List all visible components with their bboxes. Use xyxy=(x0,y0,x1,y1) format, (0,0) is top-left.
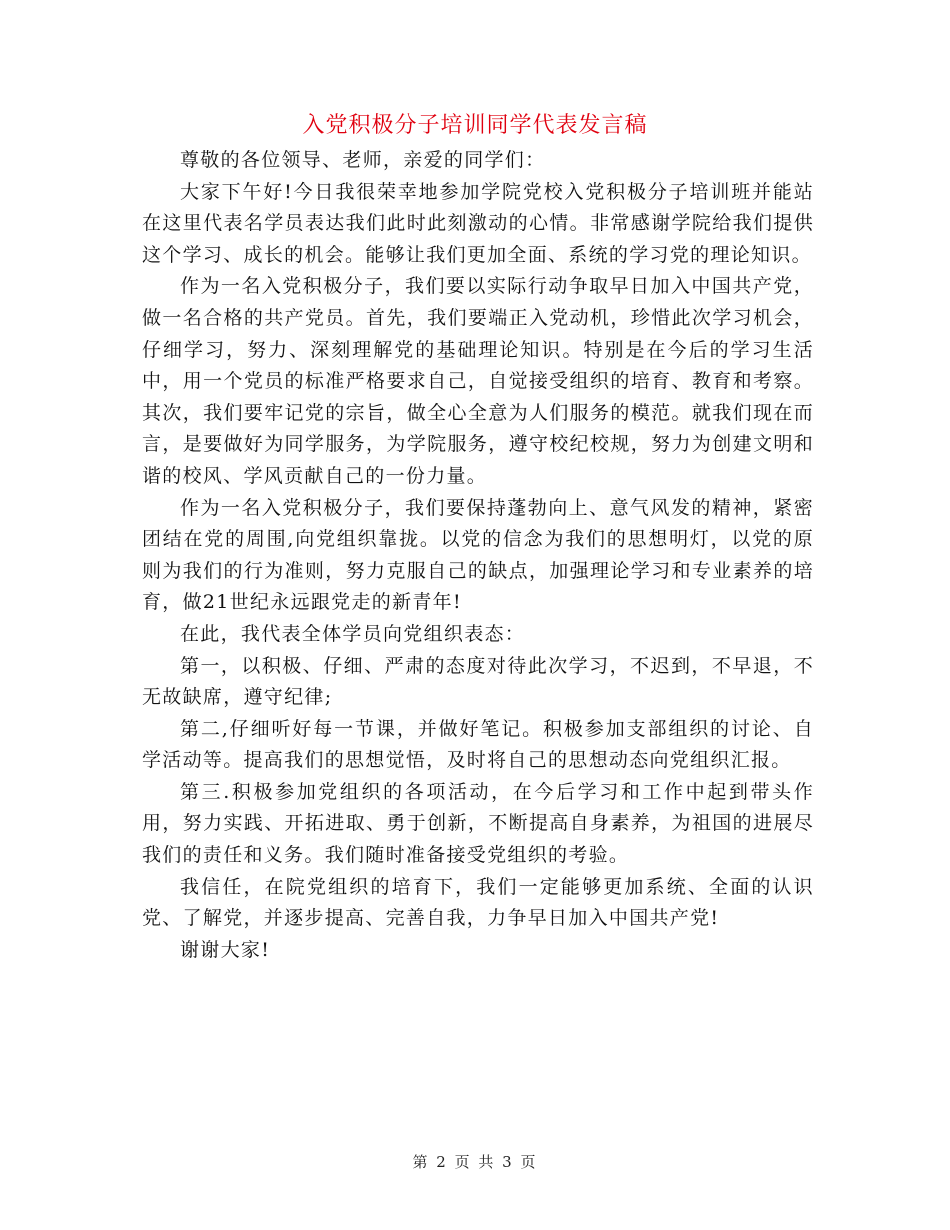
paragraph-opening: 大家下午好!今日我很荣幸地参加学院党校入党积极分子培训班并能站在这里代表名学员表达我们此时此刻激动的心情。非常感谢学院给我们提供这个学习、成长的机会。能够让我们更加全面、系统的学习党的理论知识。 xyxy=(142,180,814,266)
footer-prefix: 第 xyxy=(412,1153,430,1171)
footer-middle: 页 共 xyxy=(454,1153,496,1171)
footer-current-page: 2 xyxy=(436,1153,448,1171)
paragraph-pledge-third: 第三.积极参加党组织的各项活动，在今后学习和工作中起到带头作用，努力实践、开拓进取、勇于创新，不断提高自身素养，为祖国的进展尽我们的责任和义务。我们随时准备接受党组织的考验。 xyxy=(142,780,814,867)
footer-total-pages: 3 xyxy=(502,1153,514,1171)
footer-suffix: 页 xyxy=(520,1153,538,1171)
page-footer xyxy=(0,1152,950,1172)
paragraph-spirit: 作为一名入党积极分子，我们要保持蓬勃向上、意气风发的精神，紧密团结在党的周围,向党组织靠拢。以党的信念为我们的思想明灯，以党的原则为我们的行为准则，努力克服自己的缺点，加强理论学习和专业素养的培育，做21世纪永远跟党走的新青年! xyxy=(142,496,814,614)
paragraph-motivation: 作为一名入党积极分子，我们要以实际行动争取早日加入中国共产党，做一名合格的共产党员。首先，我们要端正入党动机，珍惜此次学习机会，仔细学习，努力、深刻理解党的基础理论知识。特别是在今后的学习生活中，用一个党员的标准严格要求自己，自觉接受组织的培育、教育和考察。其次，我们要牢记党的宗旨，做全心全意为人们服务的模范。就我们现在而言，是要做好为同学服务，为学院服务，遵守校纪校规，努力为创建文明和谐的校风、学风贡献自己的一份力量。 xyxy=(142,275,814,487)
document-body xyxy=(142,145,814,966)
paragraph-pledge-first: 第一，以积极、仔细、严肃的态度对待此次学习，不迟到，不早退，不无故缺席，遵守纪律; xyxy=(142,654,814,709)
paragraph-belief: 我信任，在院党组织的培育下，我们一定能够更加系统、全面的认识党、了解党，并逐步提高、完善自我，力争早日加入中国共产党! xyxy=(142,875,814,930)
paragraph-pledge-intro: 在此，我代表全体学员向党组织表态： xyxy=(180,622,526,645)
paragraph-pledge-second: 第二,仔细听好每一节课，并做好笔记。积极参加支部组织的讨论、自学活动等。提高我们的思想觉悟，及时将自己的思想动态向党组织汇报。 xyxy=(142,717,814,772)
paragraph-greeting: 尊敬的各位领导、老师，亲爱的同学们： xyxy=(180,149,546,171)
document-title: 入党积极分子培训同学代表发言稿 xyxy=(302,113,648,138)
paragraph-thanks: 谢谢大家! xyxy=(180,938,271,961)
